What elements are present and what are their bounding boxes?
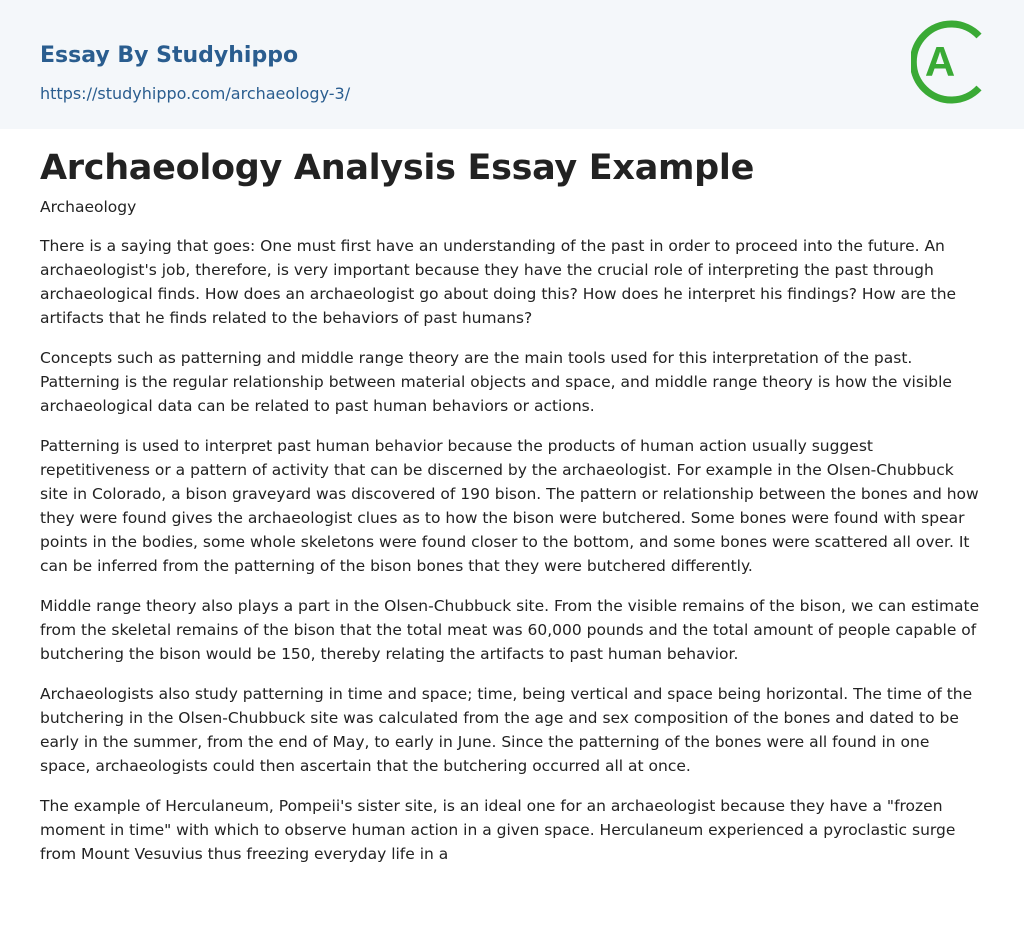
paragraph: There is a saying that goes: One must first have an understanding of the past in order to proceed into the future. An archaeologist's job, therefore, is very important because they have the crucial role of interpreting the past through archaeological finds. How does an archaeologist go about doing this? How does he interpret his findings? How are the artifacts that he finds related to the behaviors of past humans? [40, 237, 957, 327]
category-label: Archaeology [40, 198, 137, 216]
page-title: Archaeology Analysis Essay Example [40, 148, 755, 188]
paragraph: The example of Herculaneum, Pompeii's sister site, is an ideal one for an archaeologist because they have a "frozen moment in time" with which to observe human action in a given space. Herculaneum experienced a pyroclastic surge from Mount Vesuvius thus freezing everyday life in a [40, 797, 956, 863]
paragraph: Middle range theory also plays a part in the Olsen-Chubbuck site. From the visible remains of the bison, we can estimate from the skeletal remains of the bison that the total meat was 60,000 pounds and the total amount of people capable of butchering the bison would be 150, thereby relating the artifacts to past human behavior. [40, 597, 980, 663]
logo-icon [911, 18, 987, 106]
studyhippo-logo[interactable] [911, 18, 987, 106]
brand-title[interactable]: Essay By Studyhippo [40, 43, 299, 68]
paragraph: Archaeologists also study patterning in time and space; time, being vertical and space being horizontal. The time of the butchering in the Olsen-Chubbuck site was calculated from the age and sex composition of the bones and dated to be early in the summer, from the end of May, to early in June. Since the patterning of the bones were all found in one space, archaeologists could then ascertain that the butchering occurred all at once. [40, 685, 973, 775]
source-url-link[interactable]: https://studyhippo.com/archaeology-3/ [40, 84, 351, 103]
paragraph: Patterning is used to interpret past human behavior because the products of human action usually suggest repetitiveness or a pattern of activity that can be discerned by the archaeologist. For example in the Olsen-Chubbuck site in Colorado, a bison graveyard was discovered of 190 bison. The pattern or relationship between the bones and how they were found gives the archaeologist clues as to how the bison were butchered. Some bones were found with spear points in the bodies, some whole skeletons were found closer to the bottom, and some bones were scattered all over. It can be inferred from the patterning of the bison bones that they were butchered differently. [40, 437, 979, 575]
paragraph: Concepts such as patterning and middle range theory are the main tools used for this interpretation of the past. Patterning is the regular relationship between material objects and space, and middle range theory is how the visible archaeological data can be related to past human behaviors or actions. [40, 349, 952, 415]
logo-letter: A [924, 38, 956, 85]
article-body [40, 234, 984, 882]
